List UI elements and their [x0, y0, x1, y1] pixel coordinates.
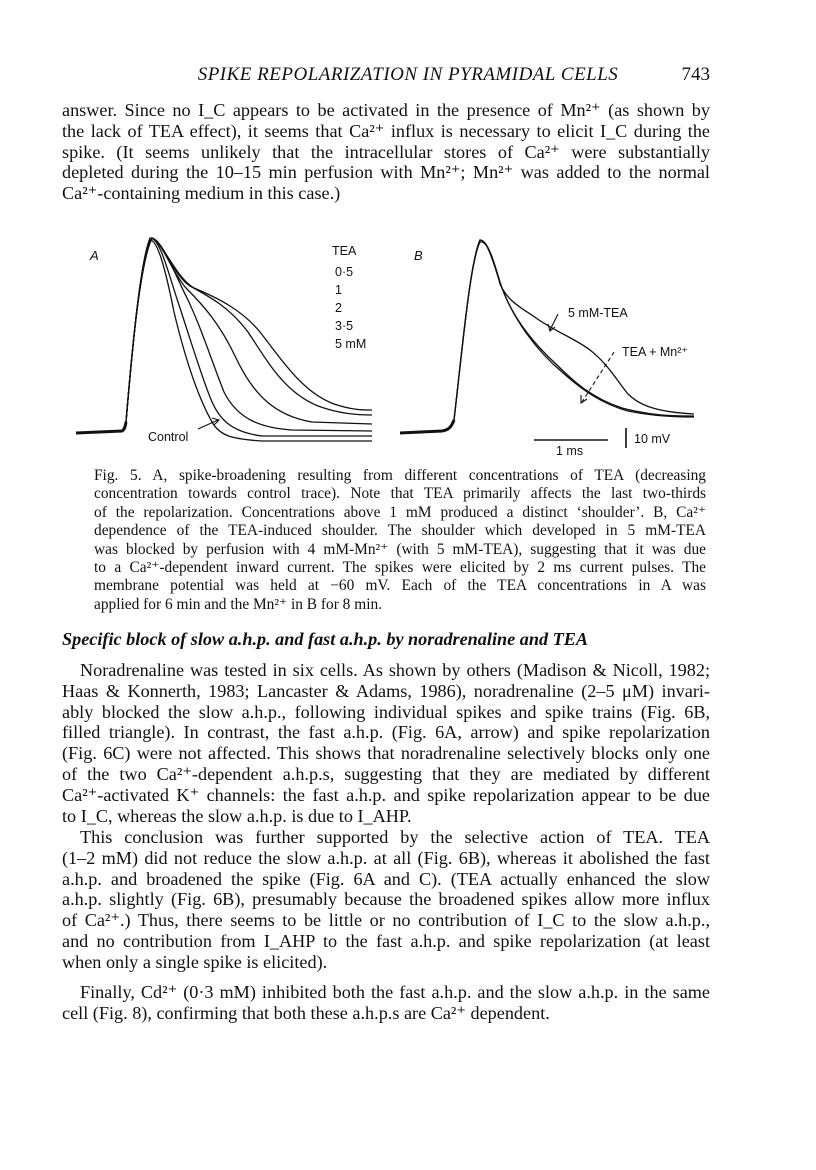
text-line: to I_C, whereas the slow a.h.p. is due to I_AHP.	[62, 805, 412, 826]
mn-dashed-arrow	[582, 352, 614, 402]
text-line: Finally, Cd²⁺ (0·3 mM) inhibited both the fast a.h.p. and the slow a.h.p. in the same	[80, 982, 710, 1002]
control-label: Control	[148, 430, 189, 444]
text-line: (Fig. 6C) were not affected. This shows that noradrenaline selectively blocks only one	[62, 743, 710, 764]
legend-item: 2	[335, 301, 342, 315]
caption-line: membrane potential was held at −60 mV. Each of the TEA concentrations in A was	[94, 577, 706, 595]
text-line: of Ca²⁺.) Thus, there seems to be little or no contribution of I_C to the slow a.h.p.,	[62, 910, 710, 931]
text-line: filled triangle). In contrast, the fast a.h.p. (Fig. 6A, arrow) and spike repolarization	[62, 722, 710, 743]
trace-b-tea	[454, 240, 694, 420]
panel-a-letter: A	[90, 248, 99, 263]
caption-line: dependence of the TEA-induced shoulder. The shoulder which developed in 5 mM-TEA	[94, 522, 706, 540]
text-line: and no contribution from I_AHP to the fast a.h.p. and spike repolarization (at least	[62, 930, 710, 951]
legend-item: 3·5	[335, 319, 354, 333]
text-line: of the two Ca²⁺-dependent a.h.p.s, suggesting that they are mediated by different	[62, 763, 710, 784]
intro-paragraph	[62, 100, 710, 204]
legend-item: 0·5	[335, 265, 354, 279]
text-line: spike. (It seems unlikely that the intracellular stores of Ca²⁺ were substantially	[62, 141, 710, 162]
text-line: answer. Since no I_C appears to be activated in the presence of Mn²⁺ (as shown by	[62, 100, 710, 120]
text-line: depleted during the 10–15 min perfusion with Mn²⁺; Mn²⁺ was added to the normal	[62, 162, 710, 183]
legend-item: 1	[335, 283, 342, 297]
figure-caption	[94, 467, 706, 614]
trace-baseline-a	[76, 422, 126, 433]
legend-item: 5 mM	[335, 337, 367, 351]
label-tea: 5 mM-TEA	[568, 306, 628, 320]
caption-line: applied for 6 min and the Mn²⁺ in B for 8 min.	[94, 595, 383, 613]
caption-line: to a Ca²⁺-dependent inward current. The spikes were elicited by 2 ms current pulses. The	[94, 559, 706, 577]
trace-tea-mn	[454, 242, 694, 420]
caption-line: was blocked by perfusion with 4 mM-Mn²⁺ (with 5 mM-TEA), suggesting that it was due	[94, 540, 706, 558]
scale-voltage-label: 10 mV	[634, 432, 671, 446]
text-line: a.h.p. and broadened the spike (Fig. 6A and C). (TEA actually enhanced the slow	[62, 868, 710, 889]
text-line: a.h.p. slightly (Fig. 6B), presumably because the broadened spikes allow more influx	[62, 889, 710, 910]
running-title: SPIKE REPOLARIZATION IN PYRAMIDAL CELLS	[197, 64, 619, 85]
text-line: (1–2 mM) did not reduce the slow a.h.p. at all (Fig. 6B), whereas it abolished the fast	[62, 847, 710, 868]
text-line: Ca²⁺-activated K⁺ channels: the fast a.h.p. and spike repolarization appear to be due	[62, 784, 710, 805]
legend-title: TEA	[332, 244, 357, 258]
text-line: Noradrenaline was tested in six cells. As shown by others (Madison & Nicoll, 1982;	[80, 660, 710, 680]
text-line: This conclusion was further supported by the selective action of TEA. TEA	[80, 827, 710, 847]
caption-line: of the repolarization. Concentrations above 1 mM produced a distinct ‘shoulder’. B, Ca²⁺	[94, 503, 706, 521]
label-tea-mn: TEA + Mn²⁺	[622, 345, 688, 359]
caption-line: concentration towards control trace). Note that TEA primarily affects the last two-thirds	[94, 485, 706, 503]
figure-5	[62, 232, 722, 468]
trace-baseline-b	[400, 420, 454, 433]
section-heading: Specific block of slow a.h.p. and fast a.h.p. by noradrenaline and TEA	[62, 629, 588, 649]
page-header	[0, 64, 816, 94]
text-line: ably blocked the slow a.h.p., following individual spikes and spike trains (Fig. 6B,	[62, 701, 710, 722]
page-number: 743	[681, 64, 710, 85]
panel-b-letter: B	[414, 248, 423, 263]
paragraph-cadmium	[62, 982, 710, 1024]
paragraph-noradrenaline	[62, 660, 710, 826]
text-line: cell (Fig. 8), confirming that both these a.h.p.s are Ca²⁺ dependent.	[62, 1002, 550, 1023]
trace-b-fast	[454, 240, 694, 420]
text-line: the lack of TEA effect), it seems that Ca²⁺ influx is necessary to elicit I_C during the	[62, 120, 710, 141]
paragraph-tea	[62, 827, 710, 973]
caption-line: Fig. 5. A, spike-broadening resulting from different concentrations of TEA (decreasing	[94, 467, 706, 484]
scale-time-label: 1 ms	[556, 444, 584, 458]
text-line: Haas & Konnerth, 1983; Lancaster & Adams, 1986), noradrenaline (2–5 μM) invari-	[62, 680, 710, 701]
text-line: Ca²⁺-containing medium in this case.)	[62, 183, 341, 204]
text-line: when only a single spike is elicited).	[62, 951, 328, 972]
